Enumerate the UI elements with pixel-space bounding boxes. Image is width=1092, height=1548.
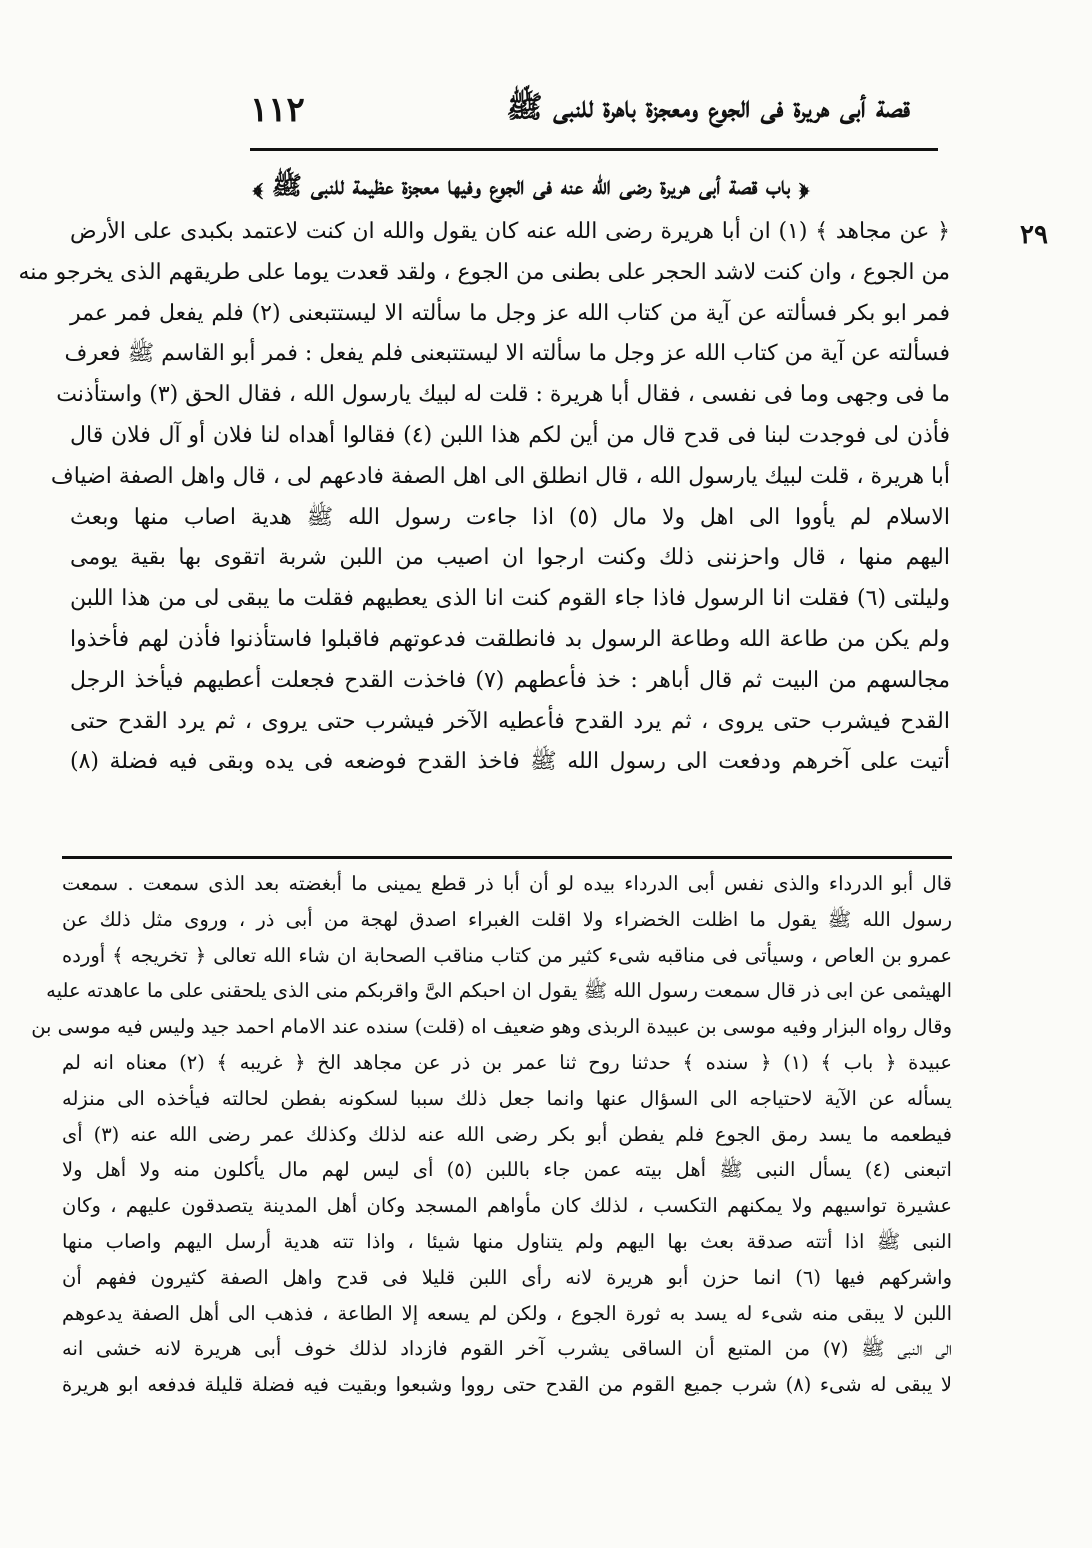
- note-line: يسأله عن الآية لاحتياجه الى السؤال عنها وانما جعل ذلك سببا لسكونه بفطن لحالته فيأخذه الى منزله: [62, 1086, 952, 1110]
- header-rule: [250, 148, 938, 151]
- main-line: مجالسهم من البيت ثم قال أباهر : خذ فأعطهم (٧) فاخذت القدح فجعلت أعطيهم فيأخذ الرجل: [70, 667, 950, 693]
- note-line: عبيدة ﴿ باب ﴾ (١) ﴿ سنده ﴾ حدثنا روح ثنا عمر بن ذر عن مجاهد الخ ﴿ غريبه ﴾ (٢) معناه انه لم: [62, 1050, 952, 1074]
- note-line: رسول الله ﷺ يقول ما اظلت الخضراء ولا اقلت الغبراء اصدق لهجة من أبى ذر ، وروى مثل ذلك عن: [62, 907, 952, 931]
- chapter-heading: ﴿ باب قصة أبى هريرة رضى الله عنه فى الجوع وفيها معجزة عظيمة للنبى ﷺ ﴾: [252, 171, 810, 200]
- main-line: القدح فيشرب حتى يروى ، ثم يرد القدح فأعطيه الآخر فيشرب حتى يروى ، ثم يرد القدح حتى: [70, 708, 950, 734]
- note-line: فيطعمه ما يسد رمق الجوع فلم يفطن أبو بكر رضى الله عنه لذلك وكذلك عمر رضى الله عنه (٣) أى: [62, 1122, 952, 1146]
- note-line: عشيرة تواسيهم ولا يمكنهم التكسب ، لذلك كان مأواهم المسجد وكان أهل المدينة يتصدقون عليهم ، وكان: [62, 1194, 952, 1218]
- note-line: لا يبقى له شىء (٨) شرب جميع القوم من القدح حتى رووا وشبعوا وبقيت فيه فضلة قليلة فدفعه ابو هريرة: [62, 1373, 952, 1397]
- main-line: أبا هريرة ، قلت لبيك يارسول الله ، قال انطلق الى اهل الصفة فادعهم لى ، قال واهل الصفة اضياف: [50, 463, 950, 489]
- main-line: فمر ابو بكر فسألته عن آية من كتاب الله عز وجل ما سألته الا ليستتبعنى (٢) فلم يفعل فمر عمر: [70, 300, 950, 326]
- note-line: عمرو بن العاص ، وسيأتى فى مناقبه شىء كثير من كتاب مناقب الصحابة ان شاء الله تعالى ﴿ تخريجه ﴾ أورده: [62, 943, 952, 967]
- note-line: الى النبى ﷺ (٧) من المتبع أن الساقى يشرب آخر القوم فازداد لذلك خوف أبى هريرة لانه خشى انه: [62, 1337, 953, 1361]
- main-line: أتيت على آخرهم ودفعت الى رسول الله ﷺ فاخذ القدح فوضعه فى يده وبقى فيه فضلة (٨): [70, 749, 950, 775]
- main-text: [18, 212, 950, 783]
- page-header: [250, 78, 940, 142]
- note-line: اللبن لا يبقى منه شىء له يسد به ثورة الجوع ، ولكن لم يسعه إلا الطاعة ، فذهب الى أهل الصفة يدعوهم: [62, 1301, 952, 1325]
- main-line: ولم يكن من طاعة الله وطاعة الرسول بد فانطلقت فدعوتهم فاقبلوا فاستأذنوا فأذن لهم فأخذوا: [70, 626, 950, 652]
- main-line: فأذن لى فوجدت لبنا فى قدح قال من أين لكم هذا اللبن (٤) فقالوا أهداه لنا فلان أو آل فلان قال: [70, 422, 950, 448]
- hadith-number: ٢٩: [1020, 220, 1048, 250]
- note-line: قال أبو الدرداء والذى نفس أبى الدرداء بيده لو أن أبا ذر قطع يمينى ما أبغضته بعد الذى سمعت . سمعت: [62, 872, 952, 895]
- main-line: الاسلام لم يأووا الى اهل ولا مال (٥) اذا جاءت رسول الله ﷺ هدية اصاب منها وبعث: [70, 504, 950, 530]
- main-line: ﴿ عن مجاهد ﴾ (١) ان أبا هريرة رضى الله عنه كان يقول والله ان كنت لاعتمد بكبدى على الأرض: [70, 219, 950, 244]
- main-line: اليهم منها ، قال واحزننى ذلك وكنت ارجوا ان اصيب من اللبن شربة اتقوى بها بقية يومى: [70, 545, 950, 571]
- main-line: ما فى وجهى وما فى نفسى ، فقال أبا هريرة : قلت له لبيك يارسول الله ، فقال الحق (٣) واستأذنت: [56, 382, 950, 408]
- note-line: وقال رواه البزار وفيه موسى بن عبيدة الربذى وهو ضعيف اه (قلت) سنده عند الامام احمد جيد وليس فيه موسى بن: [31, 1015, 952, 1039]
- main-line: وليلتى (٦) فقلت انا الرسول فاذا جاء القوم كنت انا الذى يعطيهم فقلت ما يبقى لى من هذا اللبن: [70, 586, 950, 612]
- running-title: قصة أبى هريرة فى الجوع ومعجزة باهرة للنبى ﷺ: [506, 89, 910, 125]
- note-line: واشركهم فيها (٦) انما حزن أبو هريرة لانه رأى اللبن قليلا فى قدح واهل الصفة كثيرون ففهم أن: [62, 1265, 952, 1289]
- note-line: النبى ﷺ اذا أتته صدقة بعث بها اليهم ولم يتناول منها شيئا ، واذا تته هدية أرسل اليهم واصاب منها: [62, 1229, 952, 1253]
- main-line: من الجوع ، وان كنت لاشد الحجر على بطنى من الجوع ، ولقد قعدت يوما على طريقهم الذى يخرجو منه: [18, 259, 950, 285]
- main-line: فسألته عن آية من كتاب الله عز وجل ما سألته الا ليستتبعنى فلم يفعل : فمر أبو القاسم ﷺ فعرف: [64, 341, 950, 367]
- footnotes: [31, 866, 953, 1403]
- footnote-separator: [62, 856, 952, 859]
- page-number: ١١٢: [250, 90, 305, 130]
- note-line: اتبعنى (٤) يسأل النبى ﷺ أهل بيته عمن جاء باللبن (٥) أى ليس لهم مال يأكلون منه ولا أهل ولا: [62, 1158, 952, 1182]
- note-line: الهيثمى عن ابى ذر قال سمعت رسول الله ﷺ يقول ان احبكم الىَّ واقربكم منى الذى يلحقنى على ما عاهدته عليه: [46, 979, 952, 1003]
